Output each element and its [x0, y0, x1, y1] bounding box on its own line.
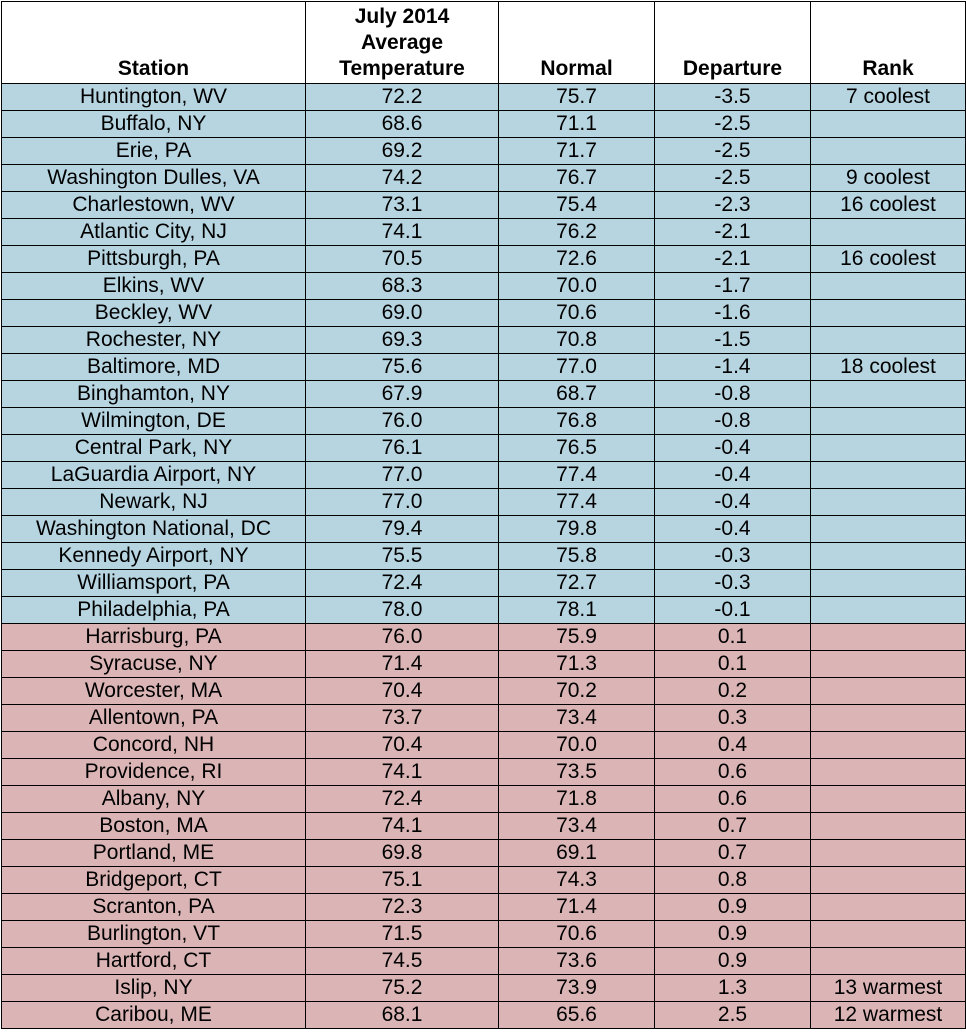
station-cell: Beckley, WV [2, 300, 306, 327]
normal-cell: 70.6 [499, 300, 655, 327]
table-row [2, 624, 966, 651]
departure-cell: 0.4 [655, 732, 811, 759]
normal-cell: 76.7 [499, 165, 655, 192]
rank-cell [811, 111, 966, 138]
average-temperature-cell: 75.1 [306, 867, 499, 894]
station-cell: Concord, NH [2, 732, 306, 759]
station-cell: Central Park, NY [2, 435, 306, 462]
departure-cell: 0.9 [655, 921, 811, 948]
table-row [2, 408, 966, 435]
rank-cell [811, 408, 966, 435]
normal-cell: 75.7 [499, 84, 655, 111]
average-temperature-cell: 68.1 [306, 1002, 499, 1029]
station-cell: Albany, NY [2, 786, 306, 813]
average-temperature-cell: 74.1 [306, 219, 499, 246]
departure-cell: -2.1 [655, 219, 811, 246]
normal-cell: 72.7 [499, 570, 655, 597]
rank-cell [811, 651, 966, 678]
table-row [2, 759, 966, 786]
normal-cell: 69.1 [499, 840, 655, 867]
table-row [2, 111, 966, 138]
station-cell: Kennedy Airport, NY [2, 543, 306, 570]
departure-cell: 2.5 [655, 1002, 811, 1029]
rank-cell [811, 732, 966, 759]
station-cell: Hartford, CT [2, 948, 306, 975]
normal-cell: 76.2 [499, 219, 655, 246]
normal-cell: 75.8 [499, 543, 655, 570]
rank-cell: 13 warmest [811, 975, 966, 1002]
header-avg-line1: July 2014 [354, 5, 450, 28]
station-cell: Baltimore, MD [2, 354, 306, 381]
rank-cell [811, 597, 966, 624]
normal-cell: 71.1 [499, 111, 655, 138]
rank-cell: 7 coolest [811, 84, 966, 111]
average-temperature-cell: 67.9 [306, 381, 499, 408]
average-temperature-cell: 72.4 [306, 570, 499, 597]
rank-cell [811, 894, 966, 921]
table-row [2, 543, 966, 570]
table-row [2, 300, 966, 327]
header-normal: Normal [499, 2, 655, 84]
rank-cell [811, 543, 966, 570]
station-cell: Elkins, WV [2, 273, 306, 300]
station-cell: Washington National, DC [2, 516, 306, 543]
header-station: Station [2, 2, 306, 84]
departure-cell: 0.7 [655, 840, 811, 867]
normal-cell: 79.8 [499, 516, 655, 543]
normal-cell: 75.9 [499, 624, 655, 651]
rank-cell [811, 705, 966, 732]
normal-cell: 72.6 [499, 246, 655, 273]
rank-cell: 9 coolest [811, 165, 966, 192]
table-row [2, 975, 966, 1002]
rank-cell [811, 219, 966, 246]
station-cell: Worcester, MA [2, 678, 306, 705]
normal-cell: 65.6 [499, 1002, 655, 1029]
normal-cell: 73.4 [499, 705, 655, 732]
average-temperature-cell: 73.7 [306, 705, 499, 732]
normal-cell: 71.3 [499, 651, 655, 678]
table-row [2, 219, 966, 246]
departure-cell: -0.4 [655, 489, 811, 516]
departure-cell: -0.4 [655, 435, 811, 462]
departure-cell: 0.9 [655, 894, 811, 921]
departure-cell: 0.8 [655, 867, 811, 894]
departure-cell: -0.4 [655, 516, 811, 543]
normal-cell: 77.0 [499, 354, 655, 381]
normal-cell: 73.9 [499, 975, 655, 1002]
average-temperature-cell: 75.2 [306, 975, 499, 1002]
station-cell: Huntington, WV [2, 84, 306, 111]
station-cell: Pittsburgh, PA [2, 246, 306, 273]
station-cell: Islip, NY [2, 975, 306, 1002]
rank-cell [811, 867, 966, 894]
departure-cell: -2.3 [655, 192, 811, 219]
departure-cell: -1.6 [655, 300, 811, 327]
departure-cell: -1.4 [655, 354, 811, 381]
normal-cell: 70.0 [499, 273, 655, 300]
average-temperature-cell: 79.4 [306, 516, 499, 543]
departure-cell: -0.8 [655, 408, 811, 435]
station-cell: Allentown, PA [2, 705, 306, 732]
rank-cell [811, 921, 966, 948]
station-cell: Erie, PA [2, 138, 306, 165]
table-row [2, 651, 966, 678]
station-cell: Caribou, ME [2, 1002, 306, 1029]
table-row [2, 867, 966, 894]
table-row [2, 678, 966, 705]
table-row [2, 273, 966, 300]
header-avg-line2: Average [360, 31, 444, 54]
rank-cell [811, 948, 966, 975]
average-temperature-cell: 71.5 [306, 921, 499, 948]
table-row [2, 192, 966, 219]
departure-cell: -0.4 [655, 462, 811, 489]
rank-cell [811, 273, 966, 300]
average-temperature-cell: 74.5 [306, 948, 499, 975]
table-row [2, 165, 966, 192]
normal-cell: 68.7 [499, 381, 655, 408]
departure-cell: -0.1 [655, 597, 811, 624]
average-temperature-cell: 72.2 [306, 84, 499, 111]
station-cell: Providence, RI [2, 759, 306, 786]
table-row [2, 489, 966, 516]
station-cell: Boston, MA [2, 813, 306, 840]
table-row [2, 516, 966, 543]
average-temperature-cell: 72.3 [306, 894, 499, 921]
station-cell: Binghamton, NY [2, 381, 306, 408]
average-temperature-cell: 69.0 [306, 300, 499, 327]
table-row [2, 813, 966, 840]
rank-cell [811, 381, 966, 408]
station-cell: Williamsport, PA [2, 570, 306, 597]
station-cell: Burlington, VT [2, 921, 306, 948]
rank-cell [811, 435, 966, 462]
table-row [2, 840, 966, 867]
average-temperature-cell: 77.0 [306, 462, 499, 489]
departure-cell: -2.5 [655, 165, 811, 192]
rank-cell [811, 759, 966, 786]
normal-cell: 71.7 [499, 138, 655, 165]
table-row [2, 570, 966, 597]
rank-cell [811, 840, 966, 867]
departure-cell: -1.7 [655, 273, 811, 300]
table-row [2, 246, 966, 273]
station-cell: Atlantic City, NJ [2, 219, 306, 246]
average-temperature-cell: 74.1 [306, 813, 499, 840]
rank-cell [811, 624, 966, 651]
average-temperature-cell: 69.8 [306, 840, 499, 867]
rank-cell [811, 138, 966, 165]
table-row [2, 732, 966, 759]
rank-cell [811, 327, 966, 354]
rank-cell [811, 462, 966, 489]
average-temperature-cell: 70.4 [306, 732, 499, 759]
departure-cell: 0.1 [655, 624, 811, 651]
normal-cell: 70.2 [499, 678, 655, 705]
table-row [2, 1002, 966, 1029]
table-row [2, 597, 966, 624]
rank-cell [811, 489, 966, 516]
table-row [2, 786, 966, 813]
station-cell: LaGuardia Airport, NY [2, 462, 306, 489]
table-row [2, 138, 966, 165]
rank-cell [811, 570, 966, 597]
average-temperature-cell: 78.0 [306, 597, 499, 624]
table-body [2, 84, 966, 1029]
departure-cell: 0.6 [655, 786, 811, 813]
departure-cell: -2.5 [655, 111, 811, 138]
station-cell: Portland, ME [2, 840, 306, 867]
average-temperature-cell: 69.3 [306, 327, 499, 354]
departure-cell: 0.6 [655, 759, 811, 786]
header-row [2, 2, 966, 84]
rank-cell: 16 coolest [811, 192, 966, 219]
normal-cell: 75.4 [499, 192, 655, 219]
departure-cell: -1.5 [655, 327, 811, 354]
normal-cell: 70.8 [499, 327, 655, 354]
normal-cell: 71.8 [499, 786, 655, 813]
station-cell: Scranton, PA [2, 894, 306, 921]
average-temperature-cell: 71.4 [306, 651, 499, 678]
departure-cell: 0.1 [655, 651, 811, 678]
station-cell: Charlestown, WV [2, 192, 306, 219]
station-cell: Wilmington, DE [2, 408, 306, 435]
average-temperature-cell: 76.0 [306, 624, 499, 651]
temperature-table [1, 1, 966, 1029]
normal-cell: 73.6 [499, 948, 655, 975]
rank-cell [811, 786, 966, 813]
station-cell: Rochester, NY [2, 327, 306, 354]
departure-cell: 0.9 [655, 948, 811, 975]
average-temperature-cell: 69.2 [306, 138, 499, 165]
average-temperature-cell: 76.0 [306, 408, 499, 435]
average-temperature-cell: 77.0 [306, 489, 499, 516]
departure-cell: -0.3 [655, 543, 811, 570]
average-temperature-cell: 75.5 [306, 543, 499, 570]
departure-cell: 0.3 [655, 705, 811, 732]
normal-cell: 76.8 [499, 408, 655, 435]
table-row [2, 948, 966, 975]
normal-cell: 78.1 [499, 597, 655, 624]
table-row [2, 705, 966, 732]
table-row [2, 894, 966, 921]
average-temperature-cell: 70.4 [306, 678, 499, 705]
average-temperature-cell: 73.1 [306, 192, 499, 219]
table-row [2, 435, 966, 462]
departure-cell: 0.2 [655, 678, 811, 705]
rank-cell: 12 warmest [811, 1002, 966, 1029]
normal-cell: 70.0 [499, 732, 655, 759]
table-row [2, 462, 966, 489]
table-row [2, 381, 966, 408]
average-temperature-cell: 68.3 [306, 273, 499, 300]
station-cell: Syracuse, NY [2, 651, 306, 678]
departure-cell: -3.5 [655, 84, 811, 111]
rank-cell: 16 coolest [811, 246, 966, 273]
rank-cell [811, 516, 966, 543]
normal-cell: 74.3 [499, 867, 655, 894]
header-rank: Rank [811, 2, 966, 84]
average-temperature-cell: 70.5 [306, 246, 499, 273]
departure-cell: -2.1 [655, 246, 811, 273]
departure-cell: -0.8 [655, 381, 811, 408]
normal-cell: 77.4 [499, 462, 655, 489]
departure-cell: 0.7 [655, 813, 811, 840]
normal-cell: 76.5 [499, 435, 655, 462]
normal-cell: 73.4 [499, 813, 655, 840]
average-temperature-cell: 74.2 [306, 165, 499, 192]
normal-cell: 70.6 [499, 921, 655, 948]
average-temperature-cell: 75.6 [306, 354, 499, 381]
header-departure: Departure [655, 2, 811, 84]
station-cell: Washington Dulles, VA [2, 165, 306, 192]
header-average-temperature [306, 2, 499, 84]
average-temperature-cell: 74.1 [306, 759, 499, 786]
departure-cell: 1.3 [655, 975, 811, 1002]
station-cell: Newark, NJ [2, 489, 306, 516]
departure-cell: -0.3 [655, 570, 811, 597]
table-header [2, 2, 966, 84]
rank-cell [811, 813, 966, 840]
rank-cell [811, 678, 966, 705]
normal-cell: 71.4 [499, 894, 655, 921]
normal-cell: 77.4 [499, 489, 655, 516]
departure-cell: -2.5 [655, 138, 811, 165]
average-temperature-cell: 76.1 [306, 435, 499, 462]
station-cell: Philadelphia, PA [2, 597, 306, 624]
station-cell: Harrisburg, PA [2, 624, 306, 651]
normal-cell: 73.5 [499, 759, 655, 786]
station-cell: Buffalo, NY [2, 111, 306, 138]
table-row [2, 921, 966, 948]
rank-cell [811, 300, 966, 327]
rank-cell: 18 coolest [811, 354, 966, 381]
table-row [2, 327, 966, 354]
average-temperature-cell: 68.6 [306, 111, 499, 138]
header-avg-line3: Temperature [339, 57, 465, 80]
table-row [2, 84, 966, 111]
station-cell: Bridgeport, CT [2, 867, 306, 894]
table-row [2, 354, 966, 381]
average-temperature-cell: 72.4 [306, 786, 499, 813]
